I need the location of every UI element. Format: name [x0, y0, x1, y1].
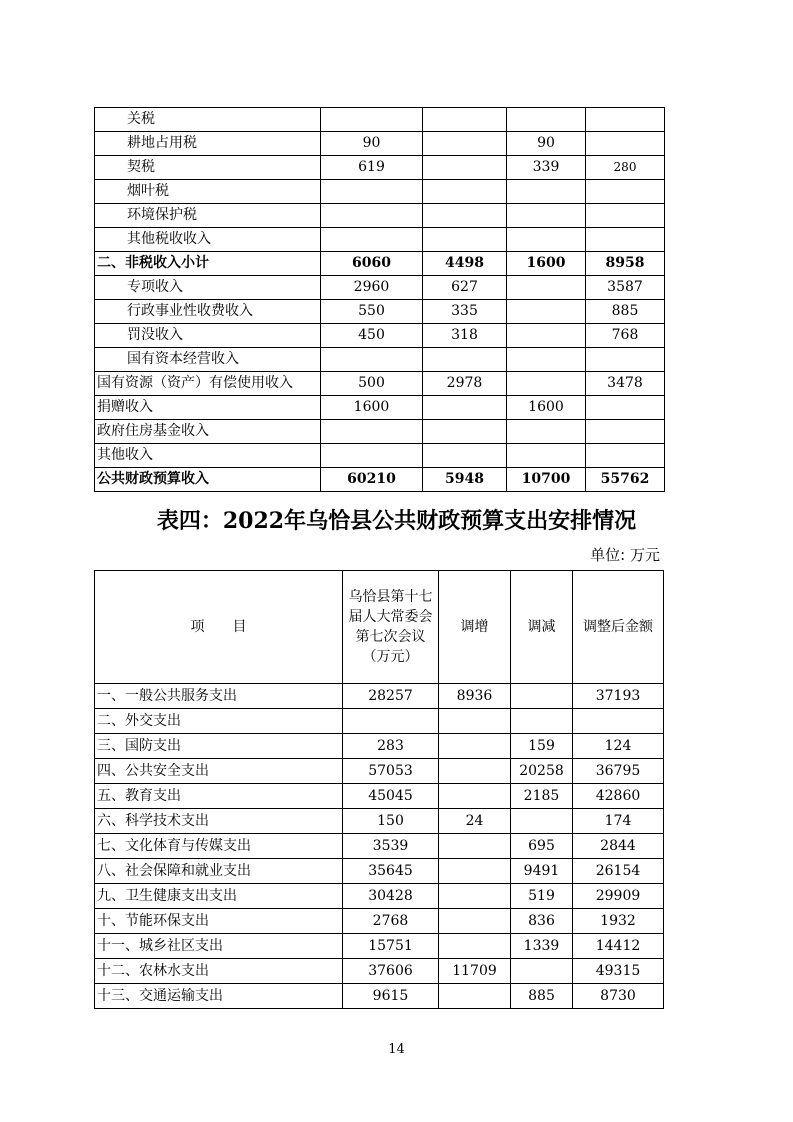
row-label: 烟叶税	[95, 180, 321, 204]
cell-v3: 10700	[507, 468, 586, 492]
cell-v4: 14412	[573, 934, 664, 959]
cell-v1: 28257	[343, 684, 439, 709]
cell-v3	[507, 204, 586, 228]
cell-v4: 3587	[586, 276, 665, 300]
row-label: 十、节能环保支出	[95, 909, 343, 934]
cell-v3: 1600	[507, 252, 586, 276]
row-label: 专项收入	[95, 276, 321, 300]
cell-v4	[586, 180, 665, 204]
cell-v2: 11709	[439, 959, 511, 984]
row-label: 罚没收入	[95, 324, 321, 348]
cell-v1: 1600	[321, 396, 423, 420]
header-item: 项 目	[95, 571, 343, 684]
row-label: 国有资本经营收入	[95, 348, 321, 372]
cell-v4: 174	[573, 809, 664, 834]
header-increase: 调增	[439, 571, 511, 684]
row-label: 八、社会保障和就业支出	[95, 859, 343, 884]
cell-v3	[511, 959, 573, 984]
table-row	[95, 859, 664, 884]
cell-v4: 280	[586, 156, 665, 180]
table-row	[95, 709, 664, 734]
cell-v2: 2978	[423, 372, 507, 396]
cell-v2	[439, 909, 511, 934]
cell-v1	[321, 228, 423, 252]
cell-v3	[507, 420, 586, 444]
cell-v1: 30428	[343, 884, 439, 909]
cell-v3: 9491	[511, 859, 573, 884]
cell-v1	[321, 204, 423, 228]
row-label: 一、一般公共服务支出	[95, 684, 343, 709]
cell-v1: 45045	[343, 784, 439, 809]
cell-v3	[507, 228, 586, 252]
cell-v3	[507, 108, 586, 132]
cell-v1: 6060	[321, 252, 423, 276]
cell-v2	[423, 420, 507, 444]
table-row	[95, 324, 665, 348]
cell-v3: 2185	[511, 784, 573, 809]
revenue-table	[94, 107, 665, 492]
cell-v3	[507, 276, 586, 300]
cell-v1: 37606	[343, 959, 439, 984]
row-label: 五、教育支出	[95, 784, 343, 809]
cell-v4	[573, 709, 664, 734]
row-label: 环境保护税	[95, 204, 321, 228]
cell-v3: 159	[511, 734, 573, 759]
table-row	[95, 444, 665, 468]
cell-v2	[439, 984, 511, 1009]
cell-v2: 24	[439, 809, 511, 834]
cell-v3	[511, 709, 573, 734]
table-row	[95, 884, 664, 909]
table-row	[95, 348, 665, 372]
cell-v2	[439, 934, 511, 959]
table-row	[95, 372, 665, 396]
cell-v1: 57053	[343, 759, 439, 784]
cell-v3	[507, 300, 586, 324]
cell-v1: 500	[321, 372, 423, 396]
table-row	[95, 108, 665, 132]
table-row	[95, 809, 664, 834]
cell-v4: 885	[586, 300, 665, 324]
cell-v2	[423, 204, 507, 228]
cell-v3: 339	[507, 156, 586, 180]
cell-v2	[439, 759, 511, 784]
cell-v2	[439, 884, 511, 909]
header-decrease: 调减	[511, 571, 573, 684]
cell-v1: 450	[321, 324, 423, 348]
row-label: 二、外交支出	[95, 709, 343, 734]
cell-v2	[423, 396, 507, 420]
cell-v4	[586, 348, 665, 372]
table-row	[95, 934, 664, 959]
row-label: 三、国防支出	[95, 734, 343, 759]
table-row	[95, 156, 665, 180]
row-label: 二、非税收入小计	[95, 252, 321, 276]
cell-v4: 768	[586, 324, 665, 348]
table-row	[95, 468, 665, 492]
cell-v4: 1932	[573, 909, 664, 934]
cell-v4: 55762	[586, 468, 665, 492]
cell-v2: 335	[423, 300, 507, 324]
table-title: 表四：2022年乌恰县公共财政预算支出安排情况	[156, 508, 637, 534]
cell-v4	[586, 420, 665, 444]
table-row	[95, 228, 665, 252]
page-number: 14	[388, 1042, 405, 1057]
row-label: 政府住房基金收入	[95, 420, 321, 444]
cell-v2	[423, 180, 507, 204]
row-label: 九、卫生健康支出支出	[95, 884, 343, 909]
cell-v4	[586, 108, 665, 132]
cell-v3: 1600	[507, 396, 586, 420]
cell-v1	[343, 709, 439, 734]
cell-v1: 2768	[343, 909, 439, 934]
row-label: 六、科学技术支出	[95, 809, 343, 834]
expenditure-table	[94, 570, 664, 1009]
cell-v1	[321, 108, 423, 132]
expenditure-header-row	[95, 571, 664, 684]
row-label: 契税	[95, 156, 321, 180]
cell-v3	[507, 372, 586, 396]
cell-v2	[439, 709, 511, 734]
cell-v3: 885	[511, 984, 573, 1009]
table-row	[95, 834, 664, 859]
cell-v1: 15751	[343, 934, 439, 959]
cell-v4	[586, 396, 665, 420]
cell-v4	[586, 228, 665, 252]
table-row	[95, 132, 665, 156]
cell-v3: 1339	[511, 934, 573, 959]
cell-v3: 90	[507, 132, 586, 156]
cell-v1: 283	[343, 734, 439, 759]
cell-v2	[423, 348, 507, 372]
table-row	[95, 734, 664, 759]
cell-v1: 90	[321, 132, 423, 156]
cell-v2: 627	[423, 276, 507, 300]
row-label: 国有资源（资产）有偿使用收入	[95, 372, 321, 396]
cell-v2	[423, 132, 507, 156]
cell-v2	[439, 784, 511, 809]
cell-v2	[423, 156, 507, 180]
table-row	[95, 396, 665, 420]
cell-v3	[507, 324, 586, 348]
table-row	[95, 180, 665, 204]
header-adjusted: 调整后金额	[573, 571, 664, 684]
cell-v3: 836	[511, 909, 573, 934]
row-label: 十三、交通运输支出	[95, 984, 343, 1009]
row-label: 公共财政预算收入	[95, 468, 321, 492]
row-label: 十二、农林水支出	[95, 959, 343, 984]
cell-v2: 8936	[439, 684, 511, 709]
table-row	[95, 959, 664, 984]
header-original: 乌恰县第十七届人大常委会第七次会议（万元）	[343, 571, 439, 684]
table-row	[95, 984, 664, 1009]
row-label: 耕地占用税	[95, 132, 321, 156]
row-label: 四、公共安全支出	[95, 759, 343, 784]
cell-v4: 37193	[573, 684, 664, 709]
cell-v4: 29909	[573, 884, 664, 909]
cell-v4: 8730	[573, 984, 664, 1009]
cell-v1	[321, 348, 423, 372]
unit-label: 单位: 万元	[590, 546, 660, 564]
cell-v2	[423, 444, 507, 468]
table-row	[95, 300, 665, 324]
cell-v3	[507, 180, 586, 204]
cell-v1: 150	[343, 809, 439, 834]
cell-v4	[586, 204, 665, 228]
revenue-table-body	[95, 108, 665, 492]
table-row	[95, 204, 665, 228]
cell-v3	[511, 684, 573, 709]
table-row	[95, 684, 664, 709]
cell-v2	[423, 228, 507, 252]
cell-v4: 124	[573, 734, 664, 759]
cell-v3: 20258	[511, 759, 573, 784]
row-label: 十一、城乡社区支出	[95, 934, 343, 959]
cell-v3	[511, 809, 573, 834]
row-label: 七、文化体育与传媒支出	[95, 834, 343, 859]
table-row	[95, 420, 665, 444]
cell-v1: 9615	[343, 984, 439, 1009]
cell-v4: 2844	[573, 834, 664, 859]
cell-v3	[507, 348, 586, 372]
table-row	[95, 252, 665, 276]
cell-v4: 36795	[573, 759, 664, 784]
cell-v2: 5948	[423, 468, 507, 492]
table-row	[95, 276, 665, 300]
cell-v1: 35645	[343, 859, 439, 884]
row-label: 其他税收收入	[95, 228, 321, 252]
cell-v2	[439, 834, 511, 859]
cell-v1: 3539	[343, 834, 439, 859]
cell-v2	[439, 734, 511, 759]
cell-v4	[586, 444, 665, 468]
cell-v3: 519	[511, 884, 573, 909]
table-row	[95, 759, 664, 784]
cell-v4: 49315	[573, 959, 664, 984]
table-row	[95, 784, 664, 809]
row-label: 捐赠收入	[95, 396, 321, 420]
cell-v1: 2960	[321, 276, 423, 300]
cell-v4: 42860	[573, 784, 664, 809]
table-row	[95, 909, 664, 934]
cell-v1	[321, 444, 423, 468]
cell-v4: 8958	[586, 252, 665, 276]
cell-v2	[423, 108, 507, 132]
cell-v1	[321, 180, 423, 204]
cell-v1: 550	[321, 300, 423, 324]
expenditure-table-body	[95, 571, 664, 1009]
cell-v1: 619	[321, 156, 423, 180]
cell-v2: 318	[423, 324, 507, 348]
cell-v3	[507, 444, 586, 468]
cell-v4	[586, 132, 665, 156]
row-label: 行政事业性收费收入	[95, 300, 321, 324]
cell-v1: 60210	[321, 468, 423, 492]
cell-v2	[439, 859, 511, 884]
row-label: 其他收入	[95, 444, 321, 468]
cell-v2: 4498	[423, 252, 507, 276]
cell-v3: 695	[511, 834, 573, 859]
row-label: 关税	[95, 108, 321, 132]
cell-v4: 3478	[586, 372, 665, 396]
cell-v1	[321, 420, 423, 444]
cell-v4: 26154	[573, 859, 664, 884]
